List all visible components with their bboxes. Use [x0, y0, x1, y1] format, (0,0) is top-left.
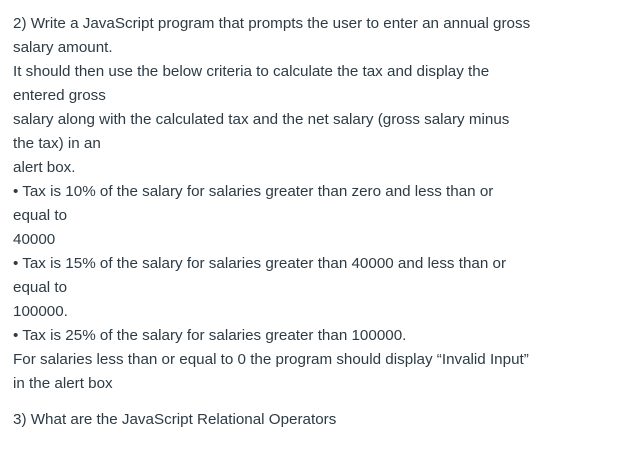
question-2-line: entered gross — [13, 87, 106, 104]
question-2-line: 2) Write a JavaScript program that prompts the user to enter an annual gross — [13, 15, 531, 32]
question-3-block — [13, 408, 573, 432]
question-2-block — [13, 12, 573, 396]
paragraph-spacer — [13, 396, 573, 408]
tax-criteria-item: equal to — [13, 207, 68, 224]
question-2-line: salary along with the calculated tax and the net salary (gross salary minus — [13, 111, 510, 128]
question-2-line: For salaries less than or equal to 0 the program should display “Invalid Input” — [13, 351, 529, 368]
question-2-line: in the alert box — [13, 375, 113, 392]
question-3-text: 3) What are the JavaScript Relational Operators — [13, 411, 337, 428]
question-2-line: It should then use the below criteria to calculate the tax and display the — [13, 63, 490, 80]
question-2-line: the tax) in an — [13, 135, 101, 152]
tax-criteria-item: 40000 — [13, 231, 56, 248]
question-2-line: salary amount. — [13, 39, 113, 56]
tax-criteria-item: 100000. — [13, 303, 68, 320]
tax-criteria-item: • Tax is 10% of the salary for salaries greater than zero and less than or — [13, 183, 494, 200]
tax-criteria-item: equal to — [13, 279, 68, 296]
tax-criteria-item: • Tax is 25% of the salary for salaries greater than 100000. — [13, 327, 407, 344]
tax-criteria-item: • Tax is 15% of the salary for salaries greater than 40000 and less than or — [13, 255, 507, 272]
question-document — [13, 12, 573, 432]
question-2-line: alert box. — [13, 159, 76, 176]
